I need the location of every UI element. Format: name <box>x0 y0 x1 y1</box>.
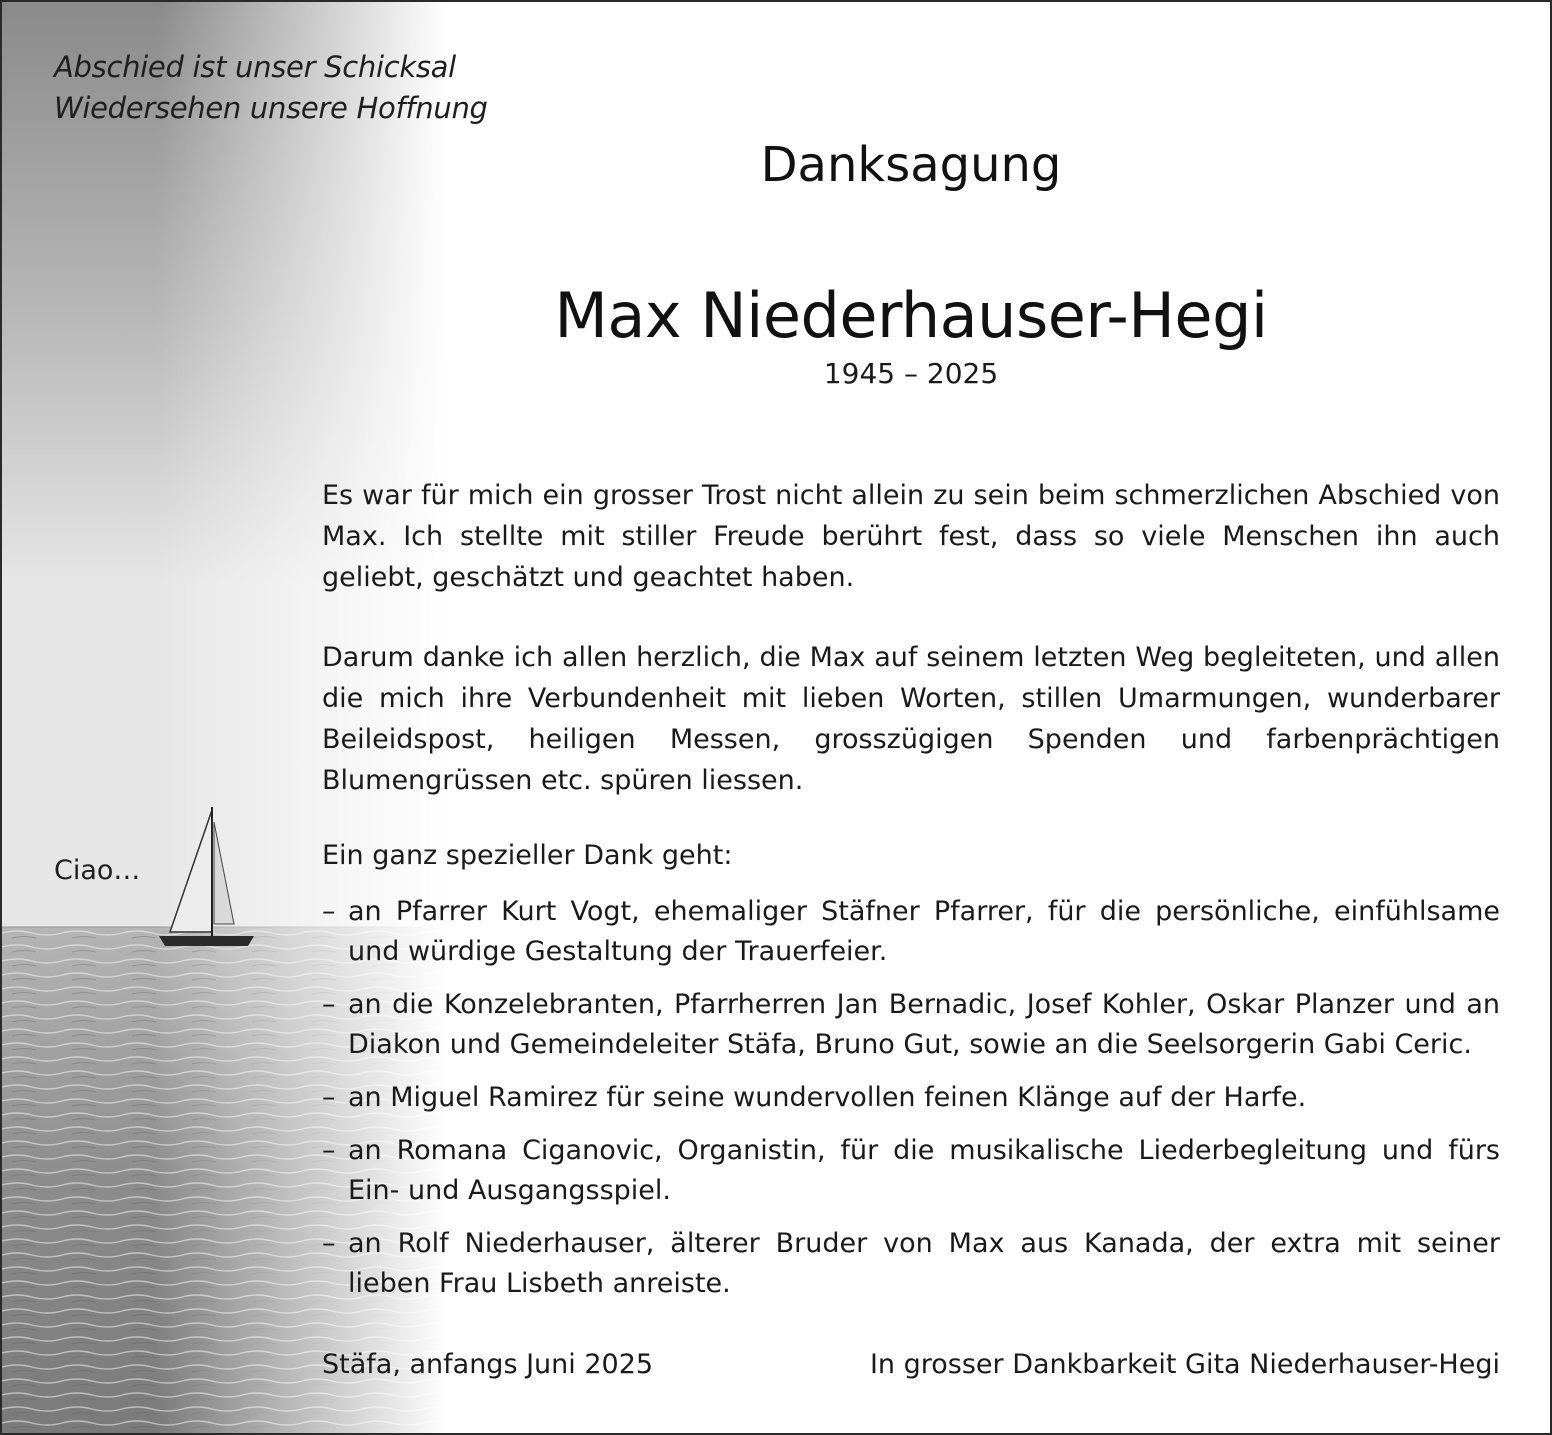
list-item-text: an Romana Ciganovic, Organistin, für die musikalische Liederbegleitung und fürs Ein- und Ausgangsspiel. <box>348 1135 1500 1206</box>
list-item <box>322 1078 1500 1118</box>
dash-bullet: – <box>322 1135 336 1166</box>
list-item-text: an Rolf Niederhauser, älterer Bruder von Max aus Kanada, der extra mit seiner lieben Frau Lisbeth anreiste. <box>348 1228 1500 1299</box>
list-item-text: an Pfarrer Kurt Vogt, ehemaliger Stäfner Pfarrer, für die persönliche, einfühlsame und würdige Gestaltung der Trauerfeier. <box>348 896 1500 967</box>
thanks-list <box>322 892 1500 1317</box>
deceased-name: Max Niederhauser-Hegi <box>554 279 1268 352</box>
thanks-intro: Ein ganz spezieller Dank geht: <box>322 840 733 871</box>
dash-bullet: – <box>322 989 336 1020</box>
list-item <box>322 985 1500 1065</box>
list-item <box>322 1224 1500 1304</box>
signature: In grosser Dankbarkeit Gita Niederhauser-Hegi <box>869 1349 1500 1380</box>
dash-bullet: – <box>322 1082 336 1113</box>
place-date: Stäfa, anfangs Juni 2025 <box>322 1349 654 1380</box>
dash-bullet: – <box>322 896 336 927</box>
motto-line-2: Wiedersehen unsere Hoffnung <box>54 91 488 125</box>
dash-bullet: – <box>322 1228 336 1259</box>
list-item <box>322 1131 1500 1211</box>
paragraph: Es war für mich ein grosser Trost nicht allein zu sein beim schmerzlichen Abschied von Max. Ich stellte mit stiller Freude berührt fest, dass so viele Menschen ihn auch geliebt, geschätzt und geachtet haben. <box>322 480 1500 593</box>
page-title: Danksagung <box>760 137 1062 193</box>
list-item-text: an die Konzelebranten, Pfarrherren Jan Bernadic, Josef Kohler, Oskar Planzer und an Diakon und Gemeindeleiter Stäfa, Bruno Gut, sowie an die Seelsorgerin Gabi Ceric. <box>348 989 1500 1060</box>
list-item <box>322 892 1500 972</box>
list-item-text: an Miguel Ramirez für seine wundervollen feinen Klänge auf der Harfe. <box>348 1082 1307 1113</box>
paragraph: Darum danke ich allen herzlich, die Max auf seinem letzten Weg begleiteten, und allen die mich ihre Verbundenheit mit lieben Worten, stillen Umarmungen, wunderbarer Beileidspost, heiligen Messen, grosszügigen Spenden und farbenprächtigen Blumengrüssen etc. spüren liessen. <box>322 642 1500 796</box>
motto-line-1: Abschied ist unser Schicksal <box>54 50 456 84</box>
image-caption: Ciao… <box>54 855 141 886</box>
life-years: 1945 – 2025 <box>823 357 999 390</box>
